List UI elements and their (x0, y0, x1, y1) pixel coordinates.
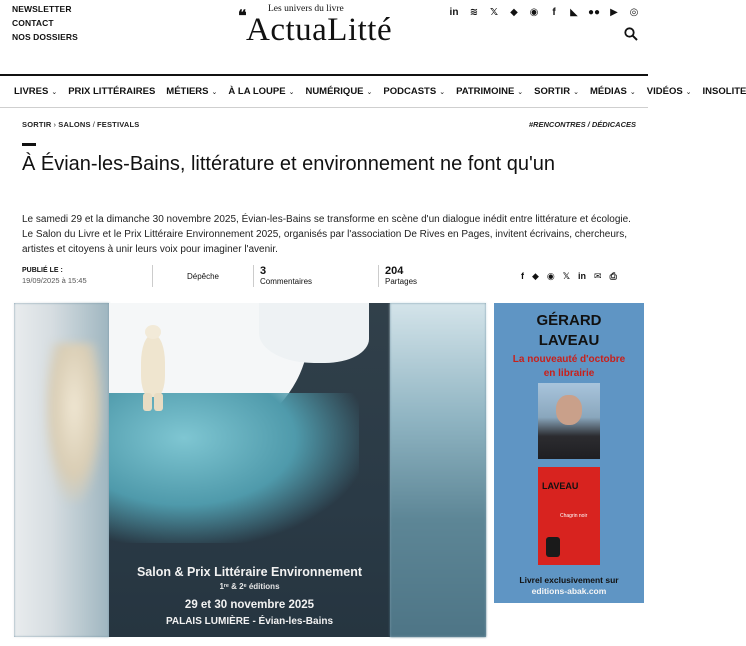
share-facebook-icon[interactable]: f (521, 271, 524, 281)
ad-footer (494, 575, 644, 597)
nav-patrimoine[interactable]: PATRIMOINE ⌄ (456, 86, 524, 97)
nav-podcasts[interactable]: PODCASTS ⌄ (383, 86, 446, 97)
ice-floe (259, 303, 369, 363)
shares-label: Partages (385, 277, 418, 286)
published-date: 19/09/2025 à 15:45 (22, 276, 87, 285)
soundcloud-icon[interactable]: ≋ (469, 7, 479, 18)
breadcrumb (22, 120, 140, 129)
chevron-down-icon: ⌄ (439, 88, 446, 96)
ad-author-first: GÉRARD (536, 312, 602, 329)
nav-numerique[interactable]: NUMÉRIQUE ⌄ (305, 86, 373, 97)
print-icon[interactable]: ⎙ (609, 270, 617, 281)
shares-number: 204 (385, 265, 404, 277)
polar-bear (139, 325, 167, 411)
newsletter-link[interactable]: NEWSLETTER (12, 4, 72, 14)
facebook-icon[interactable]: f (552, 7, 556, 18)
title-accent-bar (22, 143, 36, 146)
book-cover-figures (546, 537, 560, 557)
x-icon[interactable]: 𝕏 (489, 7, 499, 18)
bear-leg (143, 393, 152, 411)
site-logo[interactable] (238, 4, 418, 46)
breadcrumb-festivals[interactable]: FESTIVALS (97, 120, 140, 129)
shares-count (379, 265, 503, 287)
breadcrumb-separator: › (53, 120, 57, 129)
chevron-down-icon: ⌄ (366, 88, 373, 96)
nav-prix-litteraires[interactable]: PRIX LITTÉRAIRES (68, 86, 156, 97)
instagram-icon[interactable]: ◎ (629, 7, 639, 18)
main-nav (0, 74, 746, 108)
top-utility-links (12, 4, 78, 43)
bear-leg (154, 393, 163, 411)
blurred-bear (44, 343, 104, 503)
nav-medias[interactable]: MÉDIAS ⌄ (589, 86, 636, 97)
poster-dates: 29 et 30 novembre 2025 (184, 599, 315, 611)
chevron-down-icon: ⌄ (685, 88, 692, 96)
book-cover (538, 467, 600, 565)
nav-a-la-loupe[interactable]: À LA LOUPE ⌄ (228, 86, 295, 97)
book-cover-author: LAVEAU (542, 481, 579, 491)
author-face (556, 395, 582, 425)
share-buttons (521, 271, 617, 282)
ad-footer-text: Livrel exclusivement sur (519, 575, 619, 585)
logo-tagline: Les univers du livre (268, 4, 344, 14)
linkedin-icon[interactable]: in (449, 7, 459, 18)
article-lead: Le samedi 29 et la dimanche 30 novembre 2025, Évian-les-Bains se transforme en scène d'un dialogue inédit entre littérature et écologie. Le Salon du Livre et le Prix Littéraire Environnement 2025, organisés par l'association De Rives en Pages, invitent écrivains, chercheurs, artistes et citoyens à unir leurs voix pour imaginer l'avenir. (22, 214, 631, 255)
comments-count[interactable] (254, 265, 378, 287)
chevron-down-icon: ⌄ (573, 88, 579, 96)
chevron-down-icon: ⌄ (51, 88, 58, 96)
shallow-water (109, 393, 359, 543)
poster-place: PALAIS LUMIÈRE - Évian-les-Bains (165, 616, 334, 627)
search-icon[interactable] (624, 27, 638, 41)
article-type: Dépêche (186, 271, 220, 281)
contact-link[interactable]: CONTACT (12, 18, 54, 28)
hero-blur-left (14, 303, 109, 637)
published-label: PUBLIÉ LE : (22, 267, 63, 274)
threads-icon[interactable]: ◉ (529, 7, 539, 18)
nav-metiers[interactable]: MÉTIERS ⌄ (166, 86, 218, 97)
dossiers-link[interactable]: NOS DOSSIERS (12, 32, 78, 42)
chevron-down-icon: ⌄ (517, 88, 524, 96)
nav-videos[interactable]: VIDÉOS ⌄ (646, 86, 692, 97)
hero-blur-right (390, 303, 486, 637)
ad-author-name (494, 311, 644, 351)
ad-tagline (494, 353, 644, 381)
chevron-down-icon: ⌄ (629, 88, 636, 96)
bear-body (141, 335, 165, 397)
rss-icon[interactable]: ◣ (570, 7, 578, 18)
nav-insolite[interactable]: INSOLITE (702, 86, 746, 97)
chevron-down-icon: ⌄ (288, 88, 295, 96)
social-links (448, 6, 640, 20)
share-email-icon[interactable]: ✉ (594, 270, 602, 281)
comments-number: 3 (260, 265, 267, 277)
book-cover-title: Chagrin noir (560, 513, 588, 519)
youtube-icon[interactable]: ▶ (610, 7, 618, 18)
article-hero-image (14, 303, 486, 637)
author-photo (538, 383, 600, 459)
chevron-down-icon: ⌄ (211, 88, 218, 96)
nav-sortir[interactable]: SORTIR ⌄ (534, 86, 579, 97)
share-bluesky-icon[interactable]: ◆ (532, 270, 539, 281)
published-info (22, 267, 152, 285)
bear-head (145, 325, 161, 339)
article-title: À Évian-les-Bains, littérature et environnement ne font qu'un (22, 153, 556, 175)
flickr-icon[interactable]: ●● (588, 7, 601, 18)
ad-tagline-1: La nouveauté d'octobre (512, 354, 626, 365)
comments-label: Commentaires (260, 277, 313, 286)
poster-editions: 1ʳᵉ & 2ᵉ éditions (219, 582, 280, 591)
share-threads-icon[interactable]: ◉ (546, 270, 555, 281)
poster-title: Salon & Prix Littéraire Environnement (136, 565, 363, 579)
event-poster (109, 303, 390, 637)
logo-wordmark: ActuaLitté (246, 12, 393, 48)
sidebar-ad[interactable] (494, 303, 644, 603)
share-x-icon[interactable]: 𝕏 (562, 270, 571, 281)
ad-tagline-2: en librairie (543, 368, 595, 379)
breadcrumb-separator: / (92, 120, 95, 129)
share-linkedin-icon[interactable]: in (578, 271, 587, 281)
article-meta-bar (22, 263, 622, 289)
ad-author-last: LAVEAU (538, 332, 600, 349)
nav-livres[interactable]: LIVRES ⌄ (14, 86, 58, 97)
ad-footer-link[interactable]: editions-abak.com (531, 586, 607, 596)
bluesky-icon[interactable]: ◆ (510, 7, 518, 18)
breadcrumb-salons[interactable]: SALONS (58, 120, 91, 129)
article-tags[interactable]: #RENCONTRES / DÉDICACES (528, 120, 636, 129)
logo-quote-icon: ❝ (238, 8, 247, 25)
breadcrumb-sortir[interactable]: SORTIR (22, 120, 52, 129)
